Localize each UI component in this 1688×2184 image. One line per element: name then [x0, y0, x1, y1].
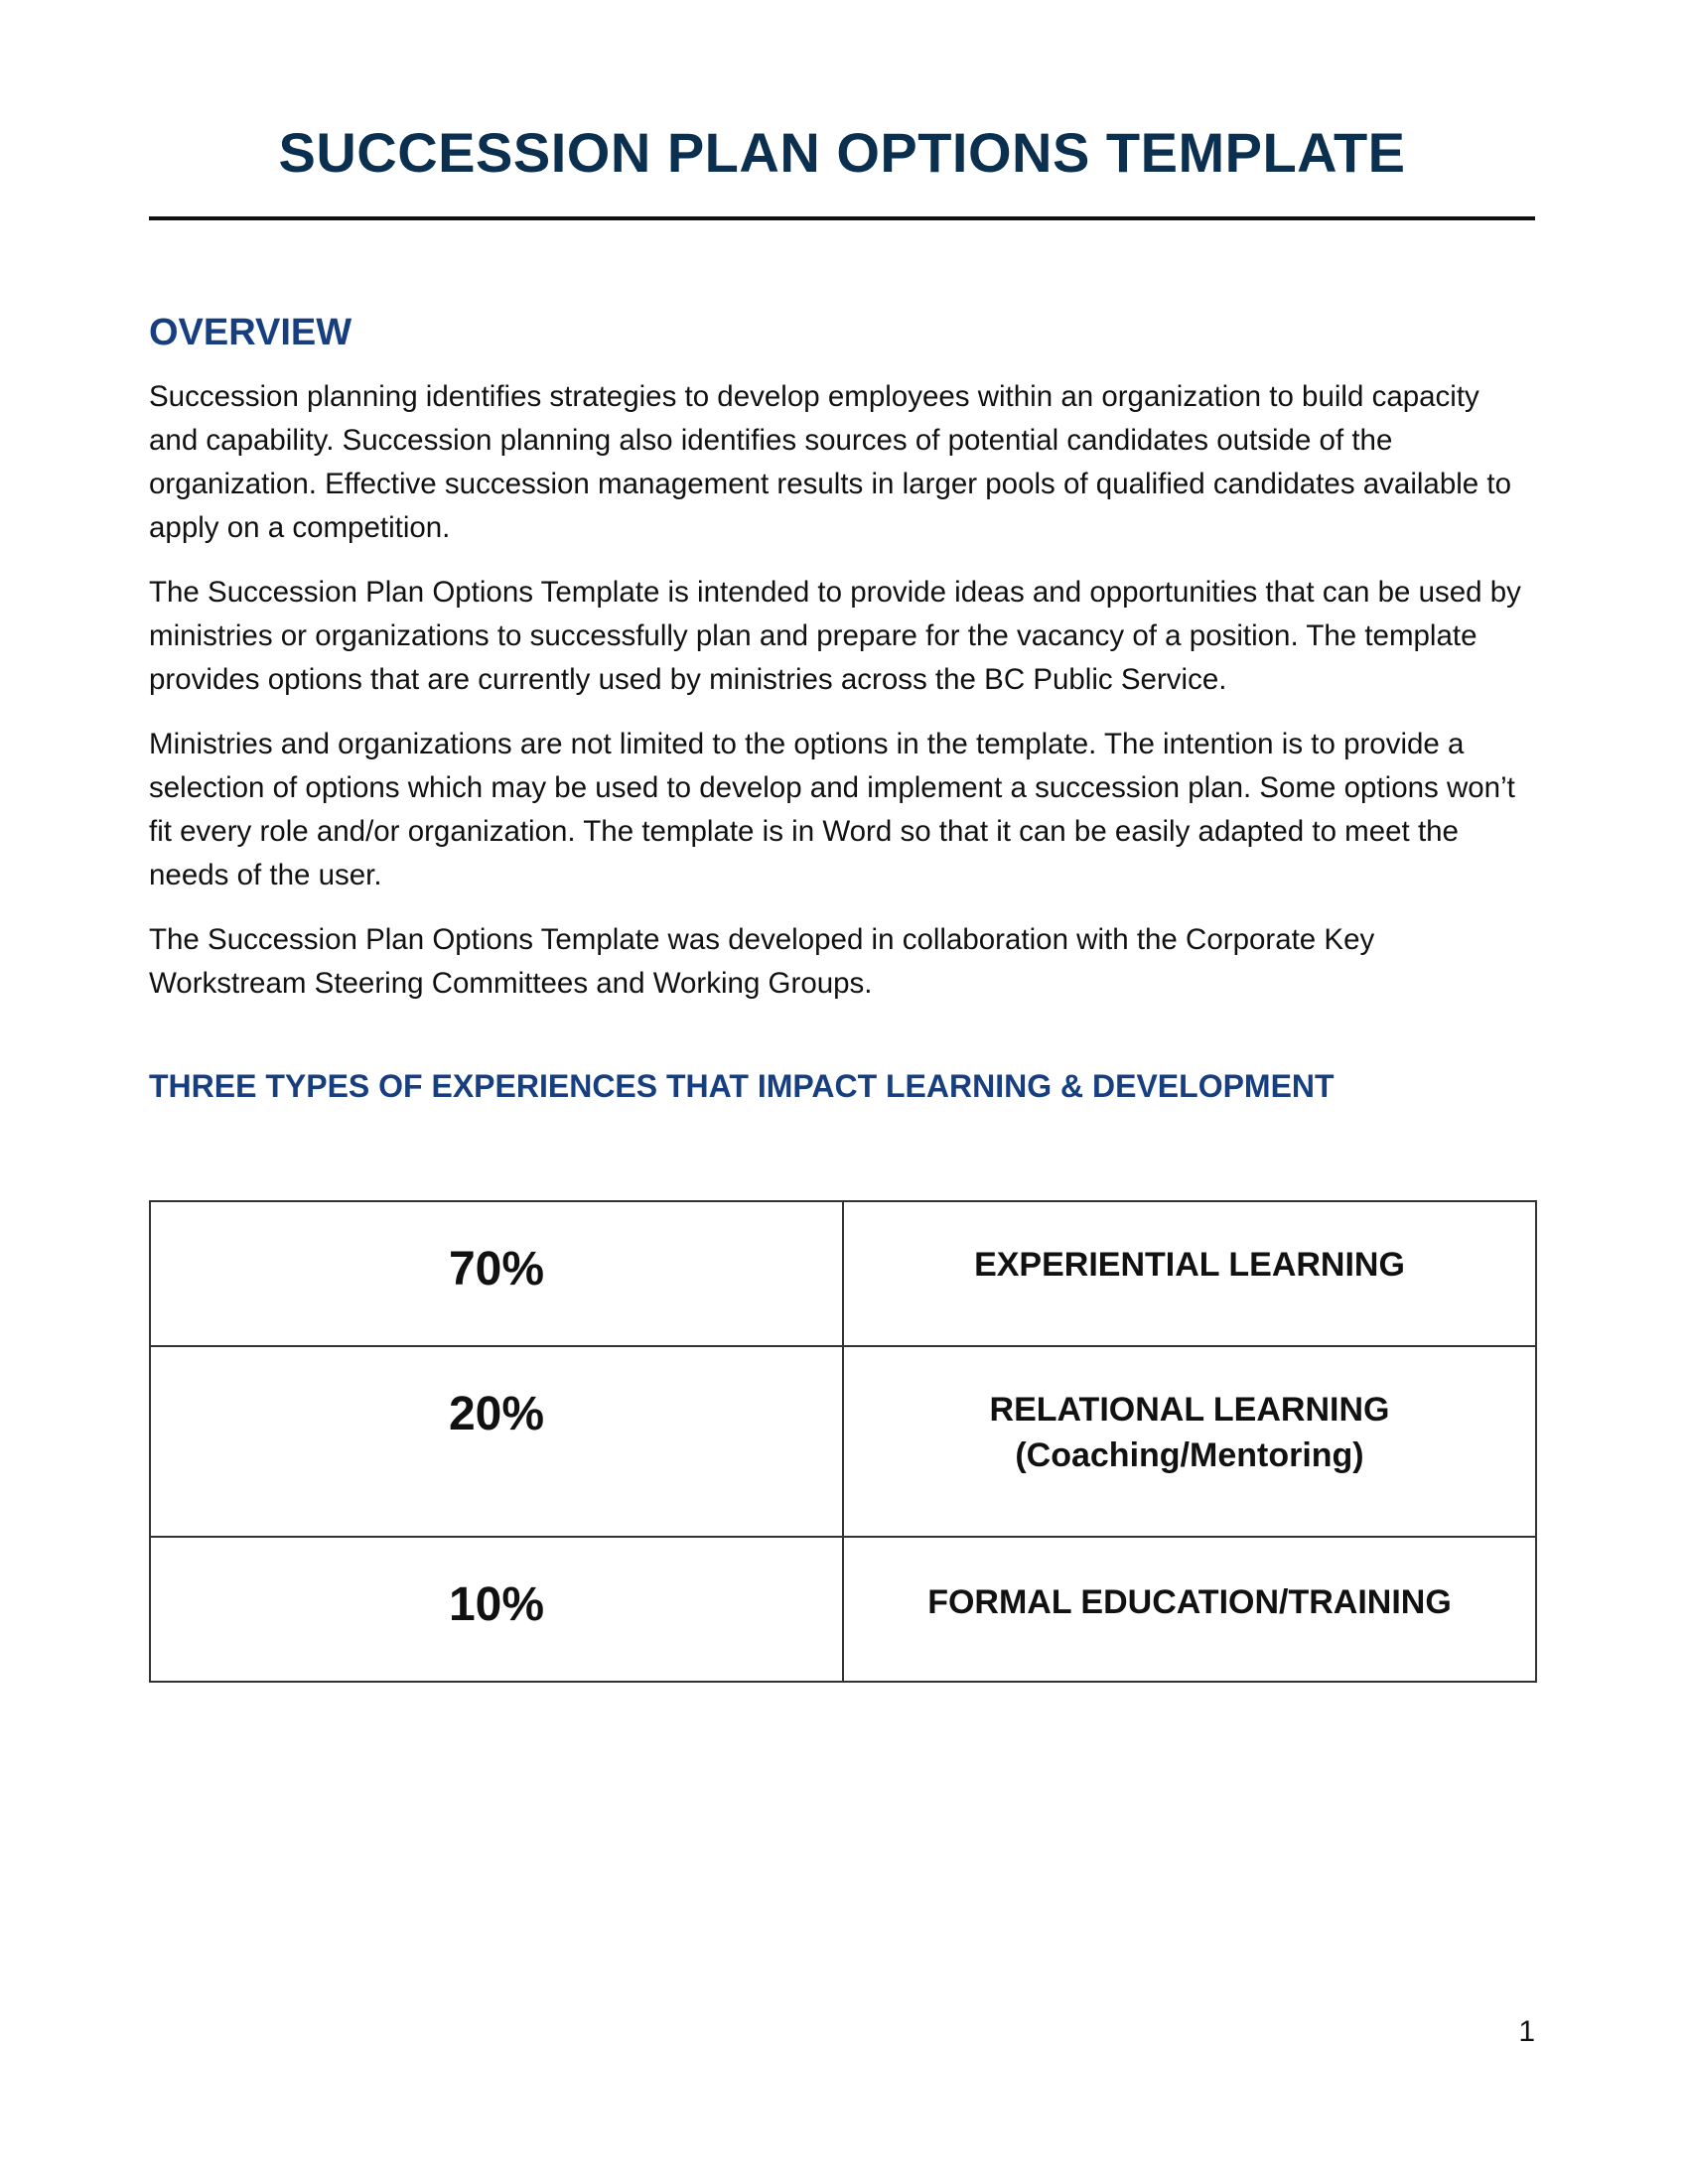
percent-value: 10% [448, 1578, 545, 1631]
experience-label [844, 1202, 1535, 1288]
experiences-heading: THREE TYPES OF EXPERIENCES THAT IMPACT LEARNING & DEVELOPMENT [149, 1068, 1335, 1104]
table-row [150, 1201, 1536, 1346]
percent-cell [150, 1537, 843, 1682]
percent-cell [150, 1346, 843, 1537]
label-cell [843, 1537, 1536, 1682]
learning-experiences-table [149, 1200, 1537, 1683]
overview-paragraph: The Succession Plan Options Template was developed in collaboration with the Corporate Key Workstream Steering Committees and Working Groups. [149, 923, 1375, 1000]
document-page [149, 0, 1535, 2184]
overview-paragraph: Succession planning identifies strategies to develop employees within an organization to build capacity and capability. Succession planning also identifies sources of potential candidates outside of the organization. Effective succession management results in larger pools of qualified candidates available to apply on a competition. [149, 380, 1512, 544]
percent-cell [150, 1201, 843, 1346]
experience-sublabel-text: (Coaching/Mentoring) [1015, 1436, 1364, 1474]
document-title: SUCCESSION PLAN OPTIONS TEMPLATE [278, 121, 1406, 184]
experience-label-text: EXPERIENTIAL LEARNING [974, 1246, 1405, 1284]
title-divider [149, 216, 1535, 220]
overview-heading: OVERVIEW [149, 312, 352, 353]
table-row [150, 1537, 1536, 1682]
experience-label [844, 1347, 1535, 1478]
experience-label-text: RELATIONAL LEARNING [989, 1391, 1390, 1429]
experience-label [844, 1538, 1535, 1625]
table-row [150, 1346, 1536, 1537]
overview-paragraph: The Succession Plan Options Template is intended to provide ideas and opportunities that can be used by ministries or organizations to successfully plan and prepare for the vacancy of a position. The template provides options that are currently used by ministries across the BC Public Service. [149, 576, 1521, 696]
overview-body [149, 375, 1535, 1026]
label-cell [843, 1346, 1536, 1537]
percent-value: 20% [448, 1388, 545, 1440]
percent-value: 70% [448, 1243, 545, 1296]
label-cell [843, 1201, 1536, 1346]
page-number: 1 [1518, 2015, 1535, 2048]
experience-label-text: FORMAL EDUCATION/TRAINING [927, 1583, 1452, 1621]
overview-paragraph: Ministries and organizations are not limited to the options in the template. The intention is to provide a selection of options which may be used to develop and implement a succession plan. Some options won’t fit every role and/or organization. The template is in Word so that it can be easily adapted to meet the needs of the user. [149, 728, 1515, 891]
